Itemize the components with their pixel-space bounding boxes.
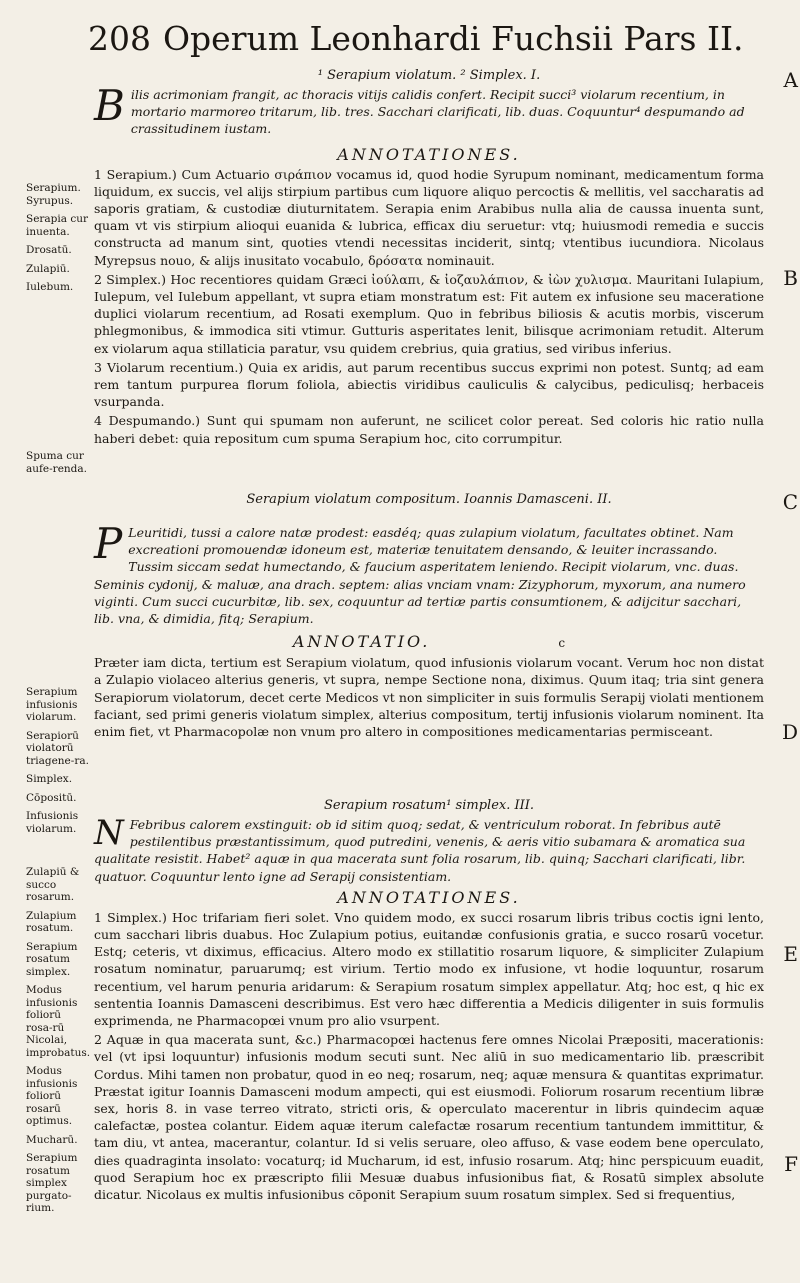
margin-note: Spuma cur aufe-renda. [26,450,87,475]
margin-notes-group [26,686,90,841]
margin-notes-group [26,450,90,481]
margin-note: Modus infusionis foliorū rosarū optimus. [26,1065,78,1127]
margin-note: Iulebum. [26,281,74,293]
section-letter-a: A [783,68,798,92]
section-serapium-rosatum [94,796,764,1205]
annotation-paragraph: 1 Serapium.) Cum Actuario σιράπιον vocamus id, quod hodie Syrupum nominant, medicamentum forma liquidum, ex succis, vel alijs stirpium partibus cum liquore aliquo percoctis & mellitis, vel saccharatis ad saporis gratiam, & custodiæ diuturnitatem. Serapia enim Arabibus nulla alia de caussa inuenta sunt, quam vt vis stirpium alioqui euanida & lubrica, efficax diu seruetur: vtq; huiusmodi remedia e succis constructa ad manum sint, quoties vtendi necessitas inciderit, sintq; vtentibus iucundiora. Nicolaus Myrepsus nouo, & alijs inusitato vocabulo, δρόσατα nominauit. [94,166,764,268]
recipe-title: ¹ Serapium violatum. ² Simplex. I. [317,68,541,83]
section-letter-d: D [781,720,798,744]
recipe-text [94,81,764,138]
annotation-paragraph: 1 Simplex.) Hoc trifariam fieri solet. Vno quidem modo, ex succi rosarum libris tribus coctis igni lento, cum sacchari libris duabus. Hoc Zulapium potius, euitandæ confusionis gratia, e succo rosarū vocetur. Estq; ceteris, vt diximus, efficacius. Altero modo ex stillatitio rosarum liquore, & simpliciter Zulapium rosatum nominatur, paruarumq; est virium. Tertio modo ex infusione, vt hodie loquuntur, rosarum recentium, vel harum penuria aridarum: & Serapium rosatum simplex appellatur. Atq; hoc est, q hic ex sententia Ioannis Damasceni describimus. Est vero hæc differentia a Medicis diligenter in suis formulis exprimenda, ne Pharmacopœi vnum pro alio vsurpent. [94,909,764,1029]
recipe-title: Serapium rosatum¹ simplex. III. [323,798,535,813]
page-number: 208 [88,19,151,58]
section-letter-b: B [783,266,798,290]
drop-capital: N [94,813,124,853]
margin-note: Zulapiū & succo rosarum. [26,866,80,903]
annotation-paragraph: 2 Simplex.) Hoc recentiores quidam Græci ἰούλαπι, & ἰοζαυλάπιον, & ἰὼν χυλισμα. Mauritani Iulapium, Iulepum, vel Iulebum appellant, vt supra etiam monstratum est: Fit autem ex infusione seu maceratione duplici violarum recentium, ad Rosati exemplum. Quo in febribus biliosis & acutis morbis, viscerum phlegmonibus, & immodica siti vtimur. Gutturis asperitates lenit, bilisque acrimoniam retudit. Alterum ex violarum aqua stillaticia paratur, vsu quidem crebrius, quia gratius, sed viribus inferius. [94,271,764,356]
annotation-paragraph: 4 Despumando.) Sunt qui spumam non auferunt, ne scilicet color pereat. Sed coloris hic ratio nulla haberi debet: quia repositum cum spuma Serapium hoc, cito corrumpitur. [94,413,764,446]
section-serapium-violatum [94,66,764,449]
annotations-heading: ANNOTATIONES. [337,144,521,164]
margin-note: Drosatū. [26,244,72,256]
margin-note: Serapium rosatum simplex purgato-rium. [26,1152,78,1214]
section-letter-c: C [782,490,798,514]
running-title: Operum Leonhardi Fuchsii Pars II. [163,19,744,58]
margin-note: Serapia cur inuenta. [26,213,89,238]
annotation-heading-text: ANNOTATIO. [292,632,431,652]
annotation-heading [94,631,764,654]
recipe-text [94,519,764,627]
recipe-body: ilis acrimoniam frangit, ac thoracis vitijs calidis confert. Recipit succi³ violarum recentium, in mortario marmoreo tritarum, lib. tres. Sacchari clarificati, lib. duas. Coquuntur⁴ despumando ad crassitudinem iustam. [130,87,745,137]
recipe-text [94,813,764,885]
margin-note: Zulapium rosatum. [26,909,77,934]
section-letter-e: E [783,942,798,966]
c-mark: c [558,636,566,651]
margin-note: Serapium rosatum simplex. [26,940,78,978]
page-header [88,19,744,58]
recipe-body: Febribus calorem exstinguit: ob id sitim quoq; sedat, & ventriculum roborat. In febribus autē pestilentibus præstantissimum, quod putredini, venenis, & aeris vitio subamara & aromatica sua qualitate resistit. Habet² aquæ in qua macerata sunt folia rosarum, lib. quinq; Sacchari clarificati, libr. quatuor. Coquuntur lento igne ad Serapij consistentiam. [94,817,746,884]
margin-note: Cōpositū. [26,791,77,804]
recipe-title: Serapium violatum compositum. Ioannis Damasceni. II. [246,492,612,507]
margin-note: Simplex. [26,773,73,785]
recipe-body: Leuritidi, tussi a calore natæ prodest: easdéq; quas zulapium violatum, facultates obtinet. Nam excreationi promouendæ idoneum est, materiæ tenuitatem densando, & leuiter incrassando. Tussim siccam sedat humectando, & faucium asperitatem leniendo. Recipit violarum, vnc. duas. Seminis cydonij, & maluæ, ana drach. septem: alias vnciam vnam: Zizyphorum, myxorum, ana numero viginti. Cum succi cucurbitæ, lib. sex, coquuntur ad tertiæ partis consumtionem, & adijcitur sacchari, lib. vna, & dimidia, fitq; Serapium. [94,525,746,627]
annotation-paragraph: Præter iam dicta, tertium est Serapium violatum, quod infusionis violarum vocant. Verum hoc non distat a Zulapio violaceo alterius generis, vt supra, nempe Sectione nona, diximus. Quum itaq; tria sint genera Serapiorum violatorum, decet certe Medicos vt non simpliciter in suis formulis Serapij violati mentionem faciant, sed primi generis violatum simplex, alterius compositum, tertij infusionis violarum nominent. Ita enim fiet, vt Pharmacopolæ non vnum pro altero in compositiones medicamentarias permisceant. [94,655,764,740]
margin-note: Modus infusionis foliorū rosa-rū Nicolai, improbatus. [26,984,91,1059]
drop-capital: P [94,519,123,568]
margin-notes-group [26,866,90,1221]
annotation-paragraph: 3 Violarum recentium.) Quia ex aridis, aut parum recentibus succus exprimi non potest. Suntq; ad eam rem tantum purpurea florum foliola, abiectis viridibus cauliculis & calycibus, pediculisq; herbaceis vsurpanda. [94,359,764,410]
margin-note: Serapium. Syrupus. [26,182,81,207]
drop-capital: B [94,81,125,130]
section-letter-f: F [784,1152,798,1176]
margin-note: Zulapiū. [26,262,70,275]
margin-note: Serapiorū violatorū triagene-ra. [26,729,89,767]
margin-notes-group [26,182,90,300]
annotations-heading: ANNOTATIONES. [337,887,521,907]
margin-note: Serapium infusionis violarum. [26,686,78,723]
margin-note: Mucharū. [26,1133,78,1146]
margin-note: Infusionis violarum. [26,810,79,835]
section-serapium-violatum-compositum [94,490,764,742]
annotation-paragraph: 2 Aquæ in qua macerata sunt, &c.) Pharmacopœi hactenus fere omnes Nicolai Præpositi, macerationis: vel (vt ipsi loquuntur) infusionis modum secuti sunt. Nec aliū in suo medicamentario lib. præscribit Cordus. Mihi tamen non probatur, quod in eo neq; rosarum, neq; aquæ mensura & quantitas exprimatur. Præstat igitur Ioannis Damasceni modum ampecti, qui est eiusmodi. Foliorum rosarum recentium libræ sex, horis 8. in vase terreo vitrato, stricti oris, & operculato macerentur in libris quindecim aquæ calefactæ, postea colantur. Eidem aquæ iterum calefactæ rosarum recentium tantundem immittitur, & tam diu, vt antea, macerantur, colantur. Id si velis seruare, oleo affuso, & vase eodem bene operculato, dies quadraginta insolato: vocaturq; id Mucharum, id est, infusio rosarum. Atq; hinc perspicuum euadit, quod Serapium hoc ex præscripto filii Mesuæ duabus infusionibus fiat, & Rosatū simplex absolute dicatur. Nicolaus ex multis infusionibus cōponit Serapium suum rosatum simplex. Sed si frequentius, [94,1032,764,1203]
